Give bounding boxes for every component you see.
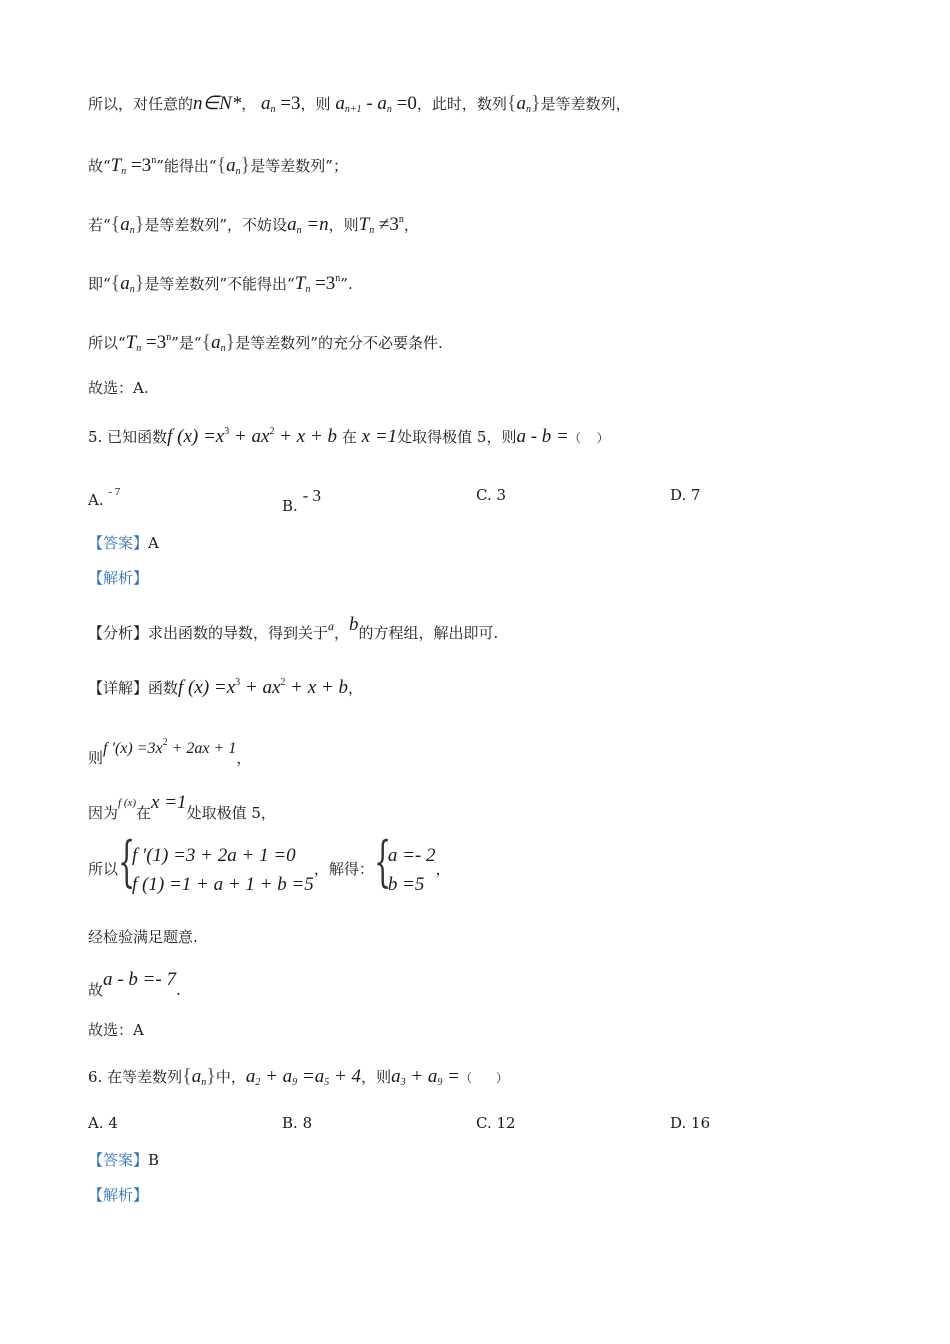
math-n-in-N: n∈N* (193, 93, 242, 114)
math-fx: f (x) (118, 797, 137, 809)
text: 在 (341, 428, 357, 446)
text: ”能得出“ (156, 157, 217, 175)
question-6-stem: 6. 在等差数列$\{a_n\}$中，$a_2 + a_9 =a_5 + 4$，则$a_3 + a_9$ =（ ） (88, 1065, 508, 1088)
text: ，此时，数列 (416, 95, 507, 113)
math-a: a (328, 619, 335, 633)
text: 所以，对任意的 (88, 95, 194, 113)
equation-1: f ′(1) =3 + 2a + 1 =0 (132, 845, 296, 866)
paragraph-5 (88, 328, 443, 359)
math-sequence: $\{a_n\}$ (110, 272, 145, 295)
system-line: 所以 { f ′(1) =3 + 2a + 1 =0 f (1) =1 + a + 1 + b =5 ，解得： { a =- 2 b =5 ， (88, 840, 451, 899)
text: 故“ (88, 157, 111, 175)
math-Tn-eq-3n: $T_n =3^n$ (294, 273, 341, 295)
paragraph-3 (88, 210, 419, 241)
answer-line (88, 533, 159, 553)
analysis-line (88, 568, 148, 588)
derivative-line: 则f $'(x) =3x^2 + 2ax + 1$， (88, 737, 252, 767)
text: 是等差数列， (540, 95, 631, 113)
option-d: D. 7 (670, 486, 701, 504)
math-x-eq-1: x =1 (361, 426, 398, 447)
choose-line: 故选：A (88, 1021, 144, 1039)
answer-tag: 【答案】 (88, 1151, 149, 1169)
solution-system: { a =- 2 b =5 (374, 841, 436, 899)
answer-paren: （ ） (568, 431, 609, 445)
math-Tn-eq-3n: $T_n =3^n$ (110, 155, 157, 177)
option-value: 3 (496, 486, 507, 504)
text: 是等差数列”不能得出“ (144, 275, 295, 293)
text: 是等差数列”的充分不必要条件. (235, 334, 443, 352)
text: ”是“ (171, 334, 202, 352)
solution-1: a =- 2 (387, 845, 436, 866)
option-a: A. 4 (88, 1114, 118, 1132)
option-c: C. 3 (476, 486, 507, 504)
math-sequence: $\{a_n\}$ (506, 92, 541, 115)
math-an-eq-3: $a_n =3$ (261, 93, 301, 115)
text: ， (403, 216, 419, 234)
paragraph-4 (88, 269, 353, 300)
math-derivative: f $'(x) =3x^2 + 2ax + 1$ (103, 737, 237, 757)
math-an-eq-n: $a_n =n$ (287, 214, 329, 236)
option-value: - 7 (108, 486, 121, 498)
text: 所以“ (88, 334, 126, 352)
text: 5. 已知函数 (88, 428, 168, 446)
check-line: 经检验满足题意. (88, 928, 198, 946)
equation-system: { f ′(1) =3 + 2a + 1 =0 f (1) =1 + a + 1 + b =5 (118, 841, 314, 899)
text: 是等差数列”； (250, 157, 348, 175)
analysis-tag: 【解析】 (88, 569, 149, 587)
math-Tn-neq-3n: $T_n \ne 3^n$ (358, 214, 404, 236)
text: 是等差数列”，不妨设 (144, 216, 288, 234)
paragraph-2 (88, 151, 348, 182)
fenxi-line: 【分析】求出函数的导数，得到关于$^a$，b的方程组，解出即可. (88, 614, 499, 642)
because-line: 因为$^{f (x)}$在x =1处取极值 5， (88, 792, 276, 822)
xiangjie-line: 【详解】函数f $(x) =x^3 + ax^2 + x + b$， (88, 677, 364, 698)
math-sequence: $\{a_n\}$ (182, 1065, 216, 1088)
option-b: B. 8 (282, 1114, 313, 1132)
math-Tn-eq-3n: $T_n =3^n$ (125, 332, 172, 354)
analysis-tag: 【解析】 (88, 1186, 149, 1204)
text: 若“ (88, 216, 111, 234)
question-5-stem (88, 422, 609, 448)
answer-paren: （ ） (459, 1071, 508, 1085)
math-sequence: $\{a_n\}$ (216, 154, 251, 177)
math-condition: $a_2 + a_9 =a_5 + 4$ (245, 1066, 362, 1088)
result-line: 故a - b =- 7. (88, 969, 181, 999)
option-c: C. 12 (476, 1114, 516, 1132)
text: ， (241, 95, 257, 113)
option-value: 7 (691, 486, 701, 504)
answer-tag: 【答案】 (88, 534, 149, 552)
math-ask: $a_3 + a_9$ = (391, 1066, 460, 1088)
answer-value: B (148, 1151, 160, 1169)
math-recurrence: $a_{n+1} - a_n =0$ (335, 93, 417, 115)
option-a: A. $^{- 7}$ (88, 486, 121, 509)
solution-2: b =5 (387, 874, 425, 895)
math-function-def: f $(x) =x^3 + ax^2 + x + b$ (167, 426, 338, 447)
math-b: b (349, 614, 359, 635)
math-a-minus-b: a - b = (516, 426, 569, 447)
text: ，则 (328, 216, 359, 234)
paragraph-1 (88, 93, 631, 120)
option-b: B. - 3 (282, 486, 321, 515)
text: ”. (340, 275, 353, 293)
math-result: a - b =- 7 (103, 969, 176, 990)
math-sequence: $\{a_n\}$ (201, 331, 236, 354)
option-d: D. 16 (670, 1114, 711, 1132)
analysis-line (88, 1185, 148, 1205)
choice-line: 故选：A. (88, 379, 149, 397)
option-value: - 3 (302, 486, 321, 505)
equation-2: f (1) =1 + a + 1 + b =5 (132, 874, 314, 895)
math-function-def: f $(x) =x^3 + ax^2 + x + b$ (178, 677, 348, 698)
text: 处取得极值 5，则 (397, 428, 517, 446)
answer-line (88, 1150, 159, 1170)
math-sequence: $\{a_n\}$ (110, 213, 145, 236)
text: ，则 (300, 95, 331, 113)
answer-value: A (148, 534, 159, 552)
math-x-eq-1: x =1 (151, 792, 187, 813)
text: 即“ (88, 275, 111, 293)
